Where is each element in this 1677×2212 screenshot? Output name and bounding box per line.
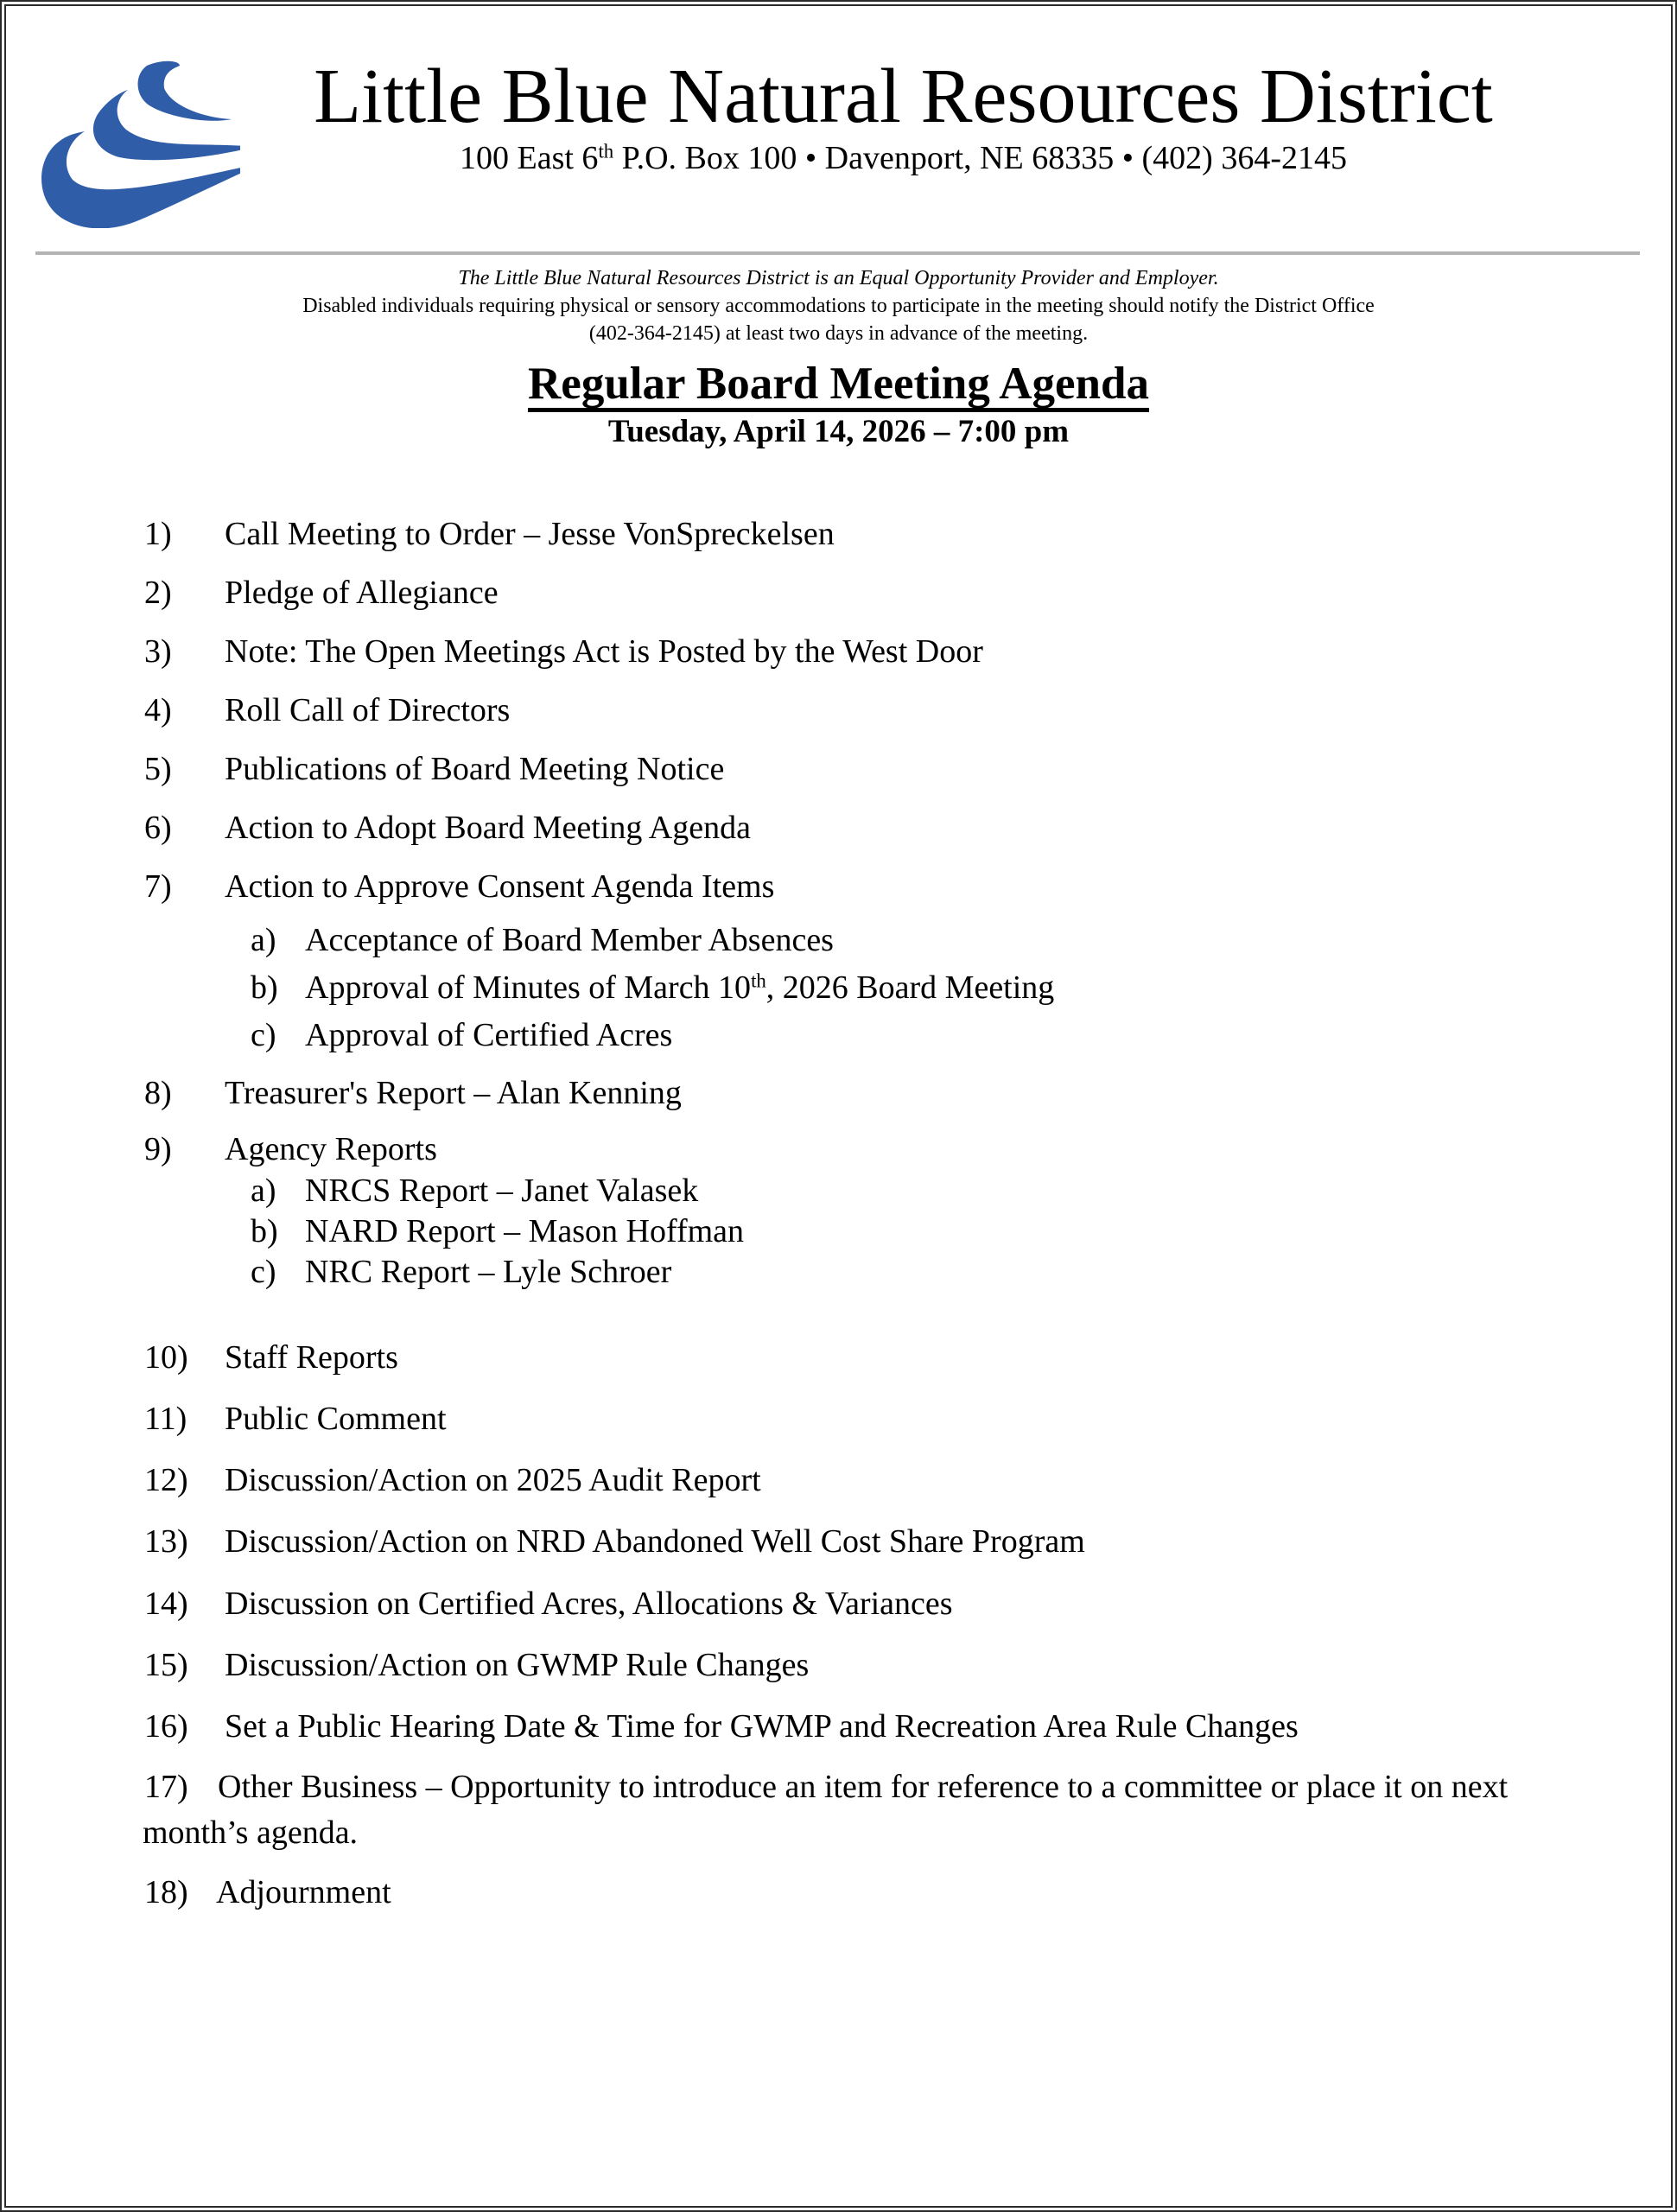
item-text: Agency Reports	[225, 1131, 437, 1167]
item-text: Discussion/Action on 2025 Audit Report	[225, 1462, 761, 1498]
item-number: 17)	[144, 1769, 188, 1805]
item-number: 12)	[144, 1462, 188, 1498]
accommodation-notice-line-2: (402-364-2145) at least two days in advance of the meeting.	[588, 322, 1089, 345]
item-text: Pledge of Allegiance	[225, 575, 499, 611]
item-text: Adjournment	[216, 1874, 391, 1910]
subitem-letter: a)	[251, 922, 276, 958]
item-number: 10)	[144, 1339, 188, 1376]
item-number: 16)	[144, 1708, 188, 1745]
address-street: 100 East 6	[460, 140, 599, 176]
agenda-title	[0, 358, 1677, 412]
item-text: Action to Adopt Board Meeting Agenda	[225, 810, 751, 846]
item-number: 8)	[144, 1075, 172, 1111]
subitem-letter: b)	[251, 969, 278, 1006]
item-text: Public Comment	[225, 1401, 447, 1437]
subitem-letter: c)	[251, 1254, 276, 1290]
subitem-text: NARD Report – Mason Hoffman	[305, 1213, 745, 1249]
item-number: 3)	[144, 633, 172, 670]
item-text: Discussion/Action on GWMP Rule Changes	[225, 1647, 810, 1683]
item-text: Roll Call of Directors	[225, 692, 511, 728]
subitem-text: NRC Report – Lyle Schroer	[305, 1254, 672, 1290]
subitem-letter: a)	[251, 1173, 276, 1209]
item-number: 18)	[144, 1874, 188, 1910]
address-rest: P.O. Box 100 • Davenport, NE 68335 • (402) 364-2145	[613, 140, 1347, 176]
subitem-letter: b)	[251, 1213, 278, 1249]
item-text: Call Meeting to Order – Jesse VonSpreckelsen	[225, 516, 835, 552]
item-number: 15)	[144, 1647, 188, 1683]
subitem-text: Acceptance of Board Member Absences	[305, 922, 834, 958]
item-number: 2)	[144, 575, 172, 611]
header-divider	[35, 251, 1640, 255]
agenda-title-text: Regular Board Meeting Agenda	[528, 359, 1149, 412]
subitem-text: Approval of Certified Acres	[305, 1017, 673, 1053]
subitem-text: NRCS Report – Janet Valasek	[305, 1173, 699, 1209]
org-name: Little Blue Natural Resources District	[314, 54, 1493, 139]
item-number: 1)	[144, 516, 172, 552]
item-number: 5)	[144, 751, 172, 787]
subitem-text-main: Approval of Minutes of March 10	[305, 969, 752, 1006]
subitem-ordinal: th	[751, 969, 766, 992]
address-ordinal: th	[598, 140, 614, 162]
item-text: Staff Reports	[225, 1339, 398, 1376]
subitem-text	[305, 969, 1054, 1007]
item-text: Action to Approve Consent Agenda Items	[225, 868, 775, 905]
item-text: Note: The Open Meetings Act is Posted by the West Door	[225, 633, 983, 670]
item-text: Other Business – Opportunity to introduce an item for reference to a committee or place it on next	[218, 1769, 1509, 1805]
item-text: Set a Public Hearing Date & Time for GWMP and Recreation Area Rule Changes	[225, 1708, 1299, 1745]
item-text: Discussion/Action on NRD Abandoned Well Cost Share Program	[225, 1523, 1085, 1560]
item-text: Discussion on Certified Acres, Allocations & Variances	[225, 1586, 953, 1622]
subitem-letter: c)	[251, 1017, 276, 1053]
item-number: 4)	[144, 692, 172, 728]
item-number: 14)	[144, 1586, 188, 1622]
item-number: 7)	[144, 868, 172, 905]
item-text-continuation: month’s agenda.	[143, 1815, 359, 1851]
equal-opportunity-notice: The Little Blue Natural Resources District is an Equal Opportunity Provider and Employer.	[458, 267, 1219, 289]
item-number: 13)	[144, 1523, 188, 1560]
item-text: Publications of Board Meeting Notice	[225, 751, 725, 787]
item-number: 11)	[144, 1401, 187, 1437]
accommodation-notice-line-1: Disabled individuals requiring physical or sensory accommodations to participate in the meeting should notify the District Office	[302, 295, 1375, 317]
item-text: Treasurer's Report – Alan Kenning	[225, 1075, 682, 1111]
item-number: 6)	[144, 810, 172, 846]
org-address	[0, 138, 1677, 178]
item-number: 9)	[144, 1131, 172, 1167]
agenda-date: Tuesday, April 14, 2026 – 7:00 pm	[607, 414, 1070, 449]
subitem-text-rest: , 2026 Board Meeting	[765, 969, 1055, 1006]
